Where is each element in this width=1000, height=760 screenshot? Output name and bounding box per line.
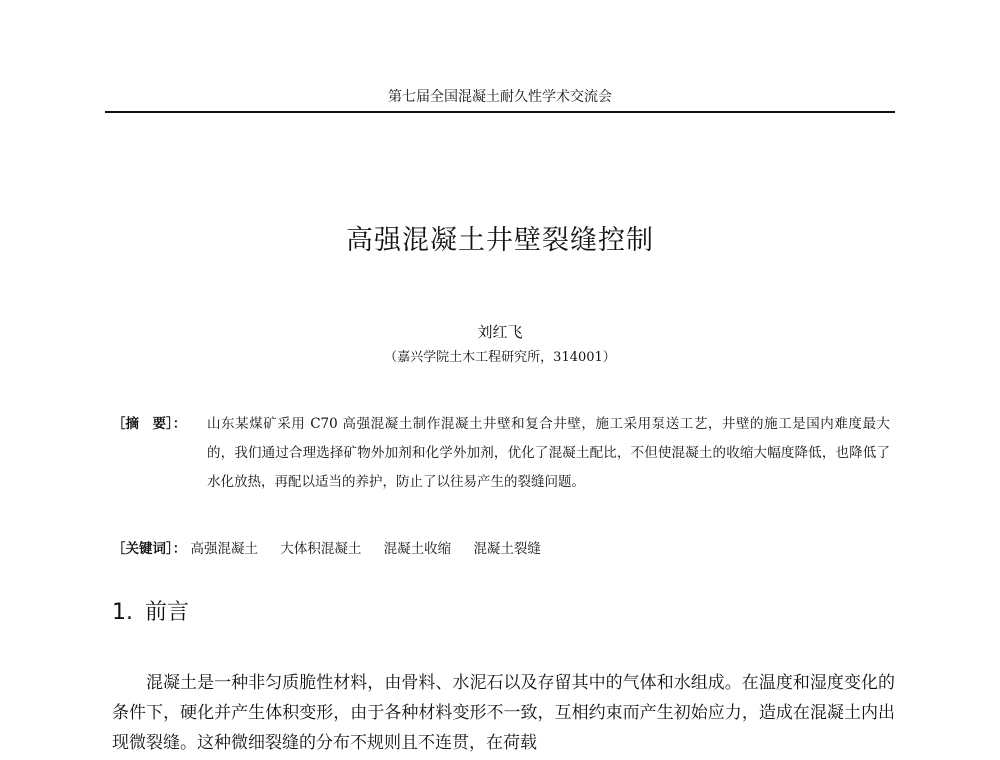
keyword-item: 混凝土裂缝 (473, 541, 541, 557)
abstract-label: ［摘 要］： (112, 416, 187, 432)
abstract-text: 山东某煤矿采用 C70 高强混凝土制作混凝土井壁和复合井壁，施工采用泵送工艺，井壁的施工是国内难度最大的，我们通过合理选择矿物外加剂和化学外加剂，优化了混凝土配比，不但使混凝土的收缩大幅度降低，也降低了水化放热，再配以适当的养护，防止了以往易产生的裂缝问题。 (207, 416, 890, 490)
author-name: 刘红飞 (477, 323, 523, 341)
keyword-item: 混凝土收缩 (383, 541, 452, 557)
paper-title: 高强混凝土井壁裂缝控制 (346, 225, 654, 256)
author-affiliation: （嘉兴学院土木工程研究所，314001） (384, 350, 616, 365)
running-header: 第七届全国混凝土耐久性学术交流会 (388, 89, 612, 105)
section-heading (112, 598, 189, 628)
keyword-item: 大体积混凝土 (280, 541, 362, 557)
keywords-block (112, 539, 559, 559)
header-rule (105, 111, 895, 113)
section-title: 前言 (145, 600, 190, 625)
keywords-label: ［关键词］： (112, 541, 187, 557)
abstract-block (112, 410, 902, 497)
section-number: 1. (112, 600, 133, 625)
body-paragraph: 混凝土是一种非匀质脆性材料，由骨料、水泥石以及存留其中的气体和水组成。在温度和湿度变化的条件下，硬化并产生体积变形，由于各种材料变形不一致，互相约束而产生初始应力，造成在混凝土内出现微裂缝。这种微细裂缝的分布不规则且不连贯，在荷载 (112, 673, 895, 753)
keyword-item: 高强混凝土 (190, 541, 259, 557)
